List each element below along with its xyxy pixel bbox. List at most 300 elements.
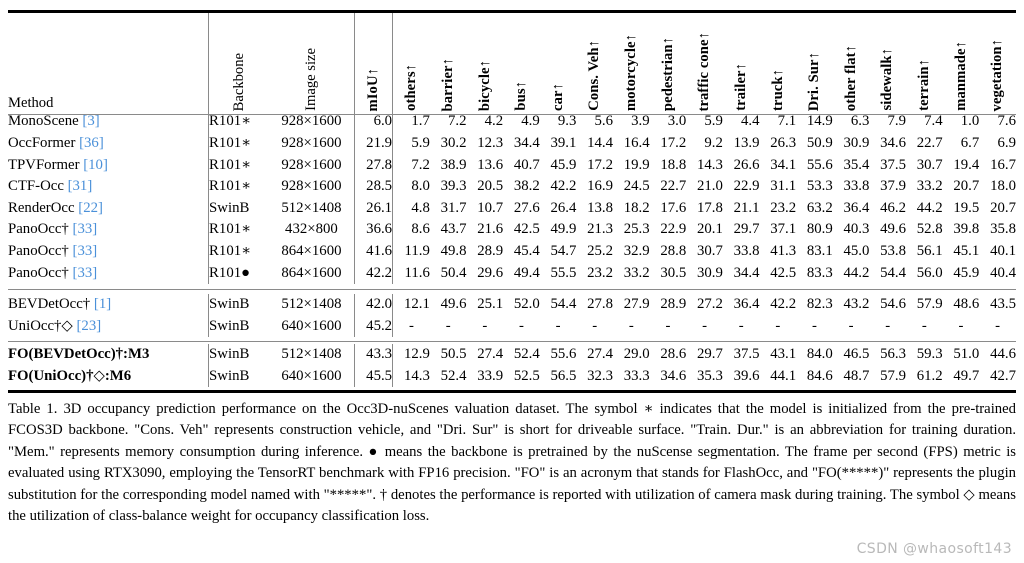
cell-class-4: 9.3 (557, 113, 577, 130)
method-name: FO(BEVDetOcc)†:M3 (8, 346, 150, 363)
cell-class-10: 43.1 (770, 346, 797, 363)
cell-class-14: 44.2 (916, 199, 943, 216)
cell-class-11: 80.9 (806, 221, 833, 238)
cell-class-2: 29.6 (477, 264, 504, 281)
cell-class-13: 37.9 (880, 178, 907, 195)
cell-class-16: 43.5 (990, 296, 1016, 313)
cell-class-14: 52.8 (916, 221, 943, 238)
cell-class-2: 13.6 (477, 156, 504, 173)
cell-class-8: 35.3 (697, 367, 723, 384)
cell-method (8, 197, 209, 219)
cell-class-13: 56.3 (880, 346, 907, 363)
cell-class-6: 3.9 (631, 113, 650, 130)
cell-class-15: 39.8 (953, 221, 980, 238)
table-row (8, 262, 1016, 284)
column-header-class-16 (979, 13, 1016, 111)
table-row (8, 315, 1016, 337)
column-header-class-6-label: motorcycle↑ (623, 33, 640, 111)
cell-class-9: 29.7 (733, 221, 760, 238)
table-row (8, 344, 1016, 366)
cell-image-size: 864×1600 (281, 264, 342, 281)
column-header-class-1 (430, 13, 467, 111)
cell-class-1: 38.9 (440, 156, 467, 173)
cell-class-5: 27.4 (587, 346, 614, 363)
cell-method (8, 344, 209, 366)
citation-link[interactable]: [10] (83, 156, 108, 173)
cell-backbone: R101∗ (209, 241, 269, 263)
cell-class-11: 84.6 (806, 367, 833, 384)
cell-class-13: 54.6 (880, 296, 907, 313)
cell-class-1: 50.5 (440, 346, 467, 363)
cell-class-1: - (445, 317, 451, 334)
cell-class-12: - (848, 317, 854, 334)
cell-class-9: 22.9 (733, 178, 760, 195)
cell-class-0: - (393, 315, 430, 337)
cell-class-6: 19.9 (623, 156, 650, 173)
column-header-class-12 (833, 13, 870, 111)
column-header-class-11 (796, 13, 833, 111)
method-name: BEVDetOcc† (8, 296, 91, 313)
cell-image-size: 512×1408 (281, 199, 342, 216)
cell-class-3: 34.4 (513, 134, 540, 151)
cell-class-1: 50.4 (440, 264, 467, 281)
cell-backbone: SwinB (209, 197, 269, 219)
cell-class-8: - (702, 317, 708, 334)
cell-class-1: 49.6 (440, 296, 467, 313)
cell-class-16: 40.1 (990, 242, 1016, 259)
cell-class-8: 29.7 (697, 346, 723, 363)
cell-class-3: 4.9 (521, 113, 540, 130)
cell-class-12: 40.3 (843, 221, 870, 238)
citation-link[interactable]: [3] (82, 113, 100, 130)
citation-link[interactable]: [36] (79, 134, 104, 151)
method-name: UniOcc†◇ (8, 317, 73, 334)
cell-class-7: 28.8 (660, 242, 687, 259)
cell-miou: 42.2 (355, 262, 393, 284)
cell-class-13: 54.4 (880, 264, 907, 281)
cell-miou: 27.8 (355, 154, 393, 176)
cell-class-4: 55.5 (550, 264, 577, 281)
cell-class-15: 19.5 (953, 199, 980, 216)
column-header-method: Method (8, 95, 54, 112)
table-row (8, 176, 1016, 198)
cell-class-6: 25.3 (623, 221, 650, 238)
cell-image-size: 512×1408 (281, 296, 342, 313)
cell-class-3: 52.5 (513, 367, 540, 384)
column-header-class-6 (613, 13, 650, 111)
cell-class-3: 52.0 (513, 296, 540, 313)
cell-class-5: 23.2 (587, 264, 614, 281)
cell-class-15: 51.0 (953, 346, 980, 363)
cell-class-15: 6.7 (960, 134, 980, 151)
cell-class-14: 57.9 (916, 296, 943, 313)
cell-class-6: 27.9 (623, 296, 650, 313)
citation-link[interactable]: [22] (78, 199, 103, 216)
cell-class-4: 55.6 (550, 346, 577, 363)
cell-class-11: 83.1 (806, 242, 833, 259)
cell-class-14: 7.4 (924, 113, 943, 130)
method-name: FO(UniOcc)†◇:M6 (8, 367, 132, 384)
cell-image-size: 512×1408 (281, 346, 342, 363)
cell-class-15: - (958, 317, 964, 334)
column-header-class-5 (576, 13, 613, 111)
cell-backbone: SwinB (209, 315, 269, 337)
cell-method (8, 154, 209, 176)
column-header-class-12-label: other flat↑ (842, 44, 859, 111)
cell-class-10: 34.1 (770, 156, 797, 173)
cell-method (8, 133, 209, 155)
cell-image-size: 640×1600 (281, 367, 342, 384)
table-row (8, 133, 1016, 155)
cell-class-14: - (921, 317, 927, 334)
cell-class-13: 7.9 (887, 113, 907, 130)
column-header-backbone-label: Backbone (230, 52, 247, 111)
cell-image-size: 864×1600 (281, 242, 342, 259)
cell-class-12: 43.2 (843, 296, 870, 313)
cell-class-13: - (885, 317, 891, 334)
cell-class-16: 44.6 (990, 346, 1016, 363)
cell-class-15: 19.4 (953, 156, 980, 173)
cell-class-12: 36.4 (843, 199, 870, 216)
cell-class-5: 21.3 (587, 221, 614, 238)
cell-class-10: 23.2 (770, 199, 797, 216)
column-header-class-13-label: sidewalk↑ (879, 48, 896, 111)
cell-class-2: 28.9 (477, 242, 504, 259)
cell-class-5: 14.4 (587, 134, 614, 151)
cell-backbone: R101∗ (209, 219, 269, 241)
table-row (8, 294, 1016, 316)
cell-class-2: 12.3 (477, 134, 504, 151)
cell-backbone: R101● (209, 262, 269, 284)
cell-class-10: 41.3 (770, 242, 797, 259)
cell-class-1: 43.7 (440, 221, 467, 238)
occupancy-results-table (8, 13, 1016, 387)
cell-image-size: 928×1600 (281, 113, 342, 130)
method-name: TPVFormer (8, 156, 80, 173)
cell-miou: 42.0 (355, 294, 393, 316)
cell-class-7: 3.0 (667, 113, 687, 130)
cell-backbone: R101∗ (209, 176, 269, 198)
cell-class-2: - (482, 317, 488, 334)
cell-class-12: 44.2 (843, 264, 870, 281)
cell-image-size: 432×800 (285, 221, 338, 238)
cell-class-11: 84.0 (806, 346, 833, 363)
cell-class-11: 55.6 (806, 156, 833, 173)
cell-class-15: 48.6 (953, 296, 980, 313)
cell-image-size: 928×1600 (281, 134, 342, 151)
cell-class-3: 40.7 (513, 156, 540, 173)
cell-class-8: 30.9 (697, 264, 723, 281)
cell-method (8, 241, 209, 263)
cell-class-8: 21.0 (697, 178, 723, 195)
cell-class-4: 56.5 (550, 367, 577, 384)
cell-class-3: 45.4 (513, 242, 540, 259)
cell-class-0: 12.1 (393, 294, 430, 316)
table-bottom-rule (8, 390, 1016, 393)
cell-class-16: 6.9 (997, 134, 1016, 151)
column-header-class-14 (906, 13, 943, 111)
cell-class-7: 17.6 (660, 199, 687, 216)
column-header-miou (355, 13, 393, 111)
cell-class-10: 7.1 (777, 113, 797, 130)
cell-class-3: - (519, 317, 524, 334)
cell-miou: 21.9 (355, 133, 393, 155)
cell-class-1: 31.7 (440, 199, 467, 216)
cell-class-4: 54.7 (550, 242, 577, 259)
cell-class-14: 56.0 (916, 264, 943, 281)
cell-class-3: 49.4 (513, 264, 540, 281)
cell-class-5: 16.9 (587, 178, 614, 195)
column-header-class-9 (723, 13, 760, 111)
cell-class-6: 33.3 (623, 367, 650, 384)
cell-class-0: 8.6 (393, 219, 430, 241)
method-name: PanoOcc† (8, 221, 69, 238)
cell-backbone: SwinB (209, 294, 269, 316)
cell-class-0: 5.9 (393, 133, 430, 155)
cell-backbone: R101∗ (209, 111, 269, 133)
cell-class-11: - (812, 317, 817, 334)
cell-class-9: 34.4 (733, 264, 760, 281)
cell-class-0: 4.8 (393, 197, 430, 219)
cell-class-7: 17.2 (660, 134, 687, 151)
cell-class-9: 33.8 (733, 242, 760, 259)
table-row (8, 241, 1016, 263)
table-caption: Table 1. 3D occupancy prediction performance on the Occ3D-nuScenes valuation dataset. The symbol ∗ indicates that the model is initialized from the pre-trained FCOS3D backbone. "Cons. Veh" represents construction vehicle, and "Dri. Sur" is short for driveable surface. "Train. Dur." is an abbreviation for training duration. "Mem." represents memory consumption during inference. ● means the backbone is pretrained by the nuScense segmentation. The frame per second (FPS) metric is evaluated using RTX3090, employing the TensorRT benchmark with FP16 precision. "FO" is an acronym that stands for FlashOcc, and "FO(*****)" represents the plugin substitution for the corresponding model named with "*****". † denotes the performance is reported with utilization of camera mask during training. The symbol ◇ means the utilization of class-balance weight for occupancy classification loss. (8, 401, 1016, 524)
cell-class-12: 6.3 (850, 113, 870, 130)
cell-class-0: 11.6 (393, 262, 430, 284)
cell-class-5: - (592, 317, 598, 334)
cell-class-4: 45.9 (550, 156, 577, 173)
cell-class-0: 11.9 (393, 241, 430, 263)
cell-class-6: - (628, 317, 634, 334)
column-header-class-10-label: truck↑ (769, 69, 786, 111)
cell-class-11: 53.3 (806, 178, 833, 195)
method-name: MonoScene (8, 113, 79, 130)
cell-class-15: 49.7 (953, 367, 980, 384)
cell-class-8: 30.7 (697, 242, 723, 259)
cell-class-14: 61.2 (916, 367, 943, 384)
cell-class-3: 52.4 (513, 346, 540, 363)
cell-class-10: 42.5 (770, 264, 797, 281)
cell-miou: 36.6 (355, 219, 393, 241)
cell-class-11: 50.9 (806, 134, 833, 151)
cell-class-7: 28.9 (660, 296, 687, 313)
citation-link[interactable]: [31] (67, 178, 93, 195)
cell-class-9: 36.4 (733, 296, 760, 313)
cell-class-4: 42.2 (550, 178, 577, 195)
cell-miou: 45.2 (355, 315, 393, 337)
cell-class-7: 34.6 (660, 367, 687, 384)
cell-backbone: R101∗ (209, 133, 269, 155)
method-name: PanoOcc† (8, 264, 69, 281)
csdn-watermark: CSDN @whaosoft143 (856, 541, 1012, 557)
cell-class-5: 32.3 (587, 367, 614, 384)
cell-class-4: 54.4 (550, 296, 577, 313)
cell-class-0: 1.7 (393, 111, 430, 133)
cell-class-16: - (995, 317, 1001, 334)
cell-class-7: 28.6 (660, 346, 687, 363)
cell-class-7: - (665, 317, 671, 334)
cell-class-2: 21.6 (477, 221, 504, 238)
cell-class-6: 24.5 (623, 178, 650, 195)
citation-link[interactable]: [23] (76, 317, 102, 334)
cell-class-11: 14.9 (806, 113, 833, 130)
table-row (8, 366, 1016, 388)
cell-class-4: 26.4 (550, 199, 577, 216)
cell-class-2: 20.5 (477, 178, 504, 195)
cell-class-6: 32.9 (623, 242, 650, 259)
table-header (8, 13, 1016, 111)
column-header-backbone (209, 13, 269, 111)
column-header-class-15-label: manmade↑ (952, 41, 969, 111)
cell-class-4: 39.1 (550, 134, 577, 151)
cell-class-0: 14.3 (393, 366, 430, 388)
cell-miou: 6.0 (355, 111, 393, 133)
cell-class-15: 1.0 (960, 113, 980, 130)
cell-class-9: 26.6 (733, 156, 760, 173)
cell-class-8: 14.3 (697, 156, 723, 173)
column-header-class-2-label: bicycle↑ (476, 59, 493, 111)
column-header-class-11-label: Dri. Sur↑ (806, 51, 823, 111)
cell-class-11: 63.2 (806, 199, 833, 216)
cell-backbone: SwinB (209, 366, 269, 388)
cell-class-8: 27.2 (697, 296, 723, 313)
cell-class-15: 20.7 (953, 178, 980, 195)
cell-image-size: 928×1600 (281, 178, 342, 195)
column-header-class-1-label: barrier↑ (439, 57, 456, 111)
cell-class-13: 57.9 (880, 367, 907, 384)
table-row (8, 154, 1016, 176)
column-header-class-10 (760, 13, 797, 111)
cell-class-7: 22.9 (660, 221, 687, 238)
cell-method (8, 366, 209, 388)
cell-class-10: 31.1 (770, 178, 797, 195)
column-header-class-3 (503, 13, 540, 111)
table-row (8, 219, 1016, 241)
citation-link[interactable]: [1] (93, 296, 112, 313)
cell-class-2: 4.2 (484, 113, 504, 130)
column-header-class-15 (943, 13, 980, 111)
column-header-class-0 (393, 13, 430, 111)
cell-backbone: R101∗ (209, 154, 269, 176)
citation-link[interactable]: [33] (72, 264, 98, 281)
cell-class-14: 30.7 (916, 156, 943, 173)
cell-class-5: 17.2 (587, 156, 614, 173)
cell-class-10: 37.1 (770, 221, 797, 238)
column-header-miou-label: mIoU↑ (365, 67, 382, 111)
cell-class-6: 33.2 (623, 264, 650, 281)
cell-class-5: 5.6 (594, 113, 614, 130)
cell-class-1: 7.2 (448, 113, 467, 130)
cell-class-15: 45.9 (953, 264, 980, 281)
cell-backbone: SwinB (209, 344, 269, 366)
column-header-image-size (269, 13, 355, 111)
method-name: PanoOcc† (8, 242, 69, 259)
cell-class-12: 46.5 (843, 346, 870, 363)
cell-class-9: 21.1 (733, 199, 760, 216)
cell-class-12: 48.7 (843, 367, 870, 384)
cell-class-6: 16.4 (623, 134, 650, 151)
cell-class-8: 5.9 (704, 113, 723, 130)
cell-class-7: 18.8 (660, 156, 687, 173)
cell-class-1: 30.2 (440, 134, 467, 151)
cell-class-2: 10.7 (477, 199, 504, 216)
table-header-row (8, 13, 1016, 111)
cell-class-13: 37.5 (880, 156, 907, 173)
column-header-class-7-label: pedestrian↑ (659, 36, 676, 111)
cell-class-10: 44.1 (770, 367, 797, 384)
column-header-class-7 (650, 13, 687, 111)
cell-class-8: 17.8 (697, 199, 723, 216)
cell-class-13: 46.2 (880, 199, 907, 216)
column-header-class-9-label: trailer↑ (732, 63, 749, 111)
citation-link[interactable]: [33] (72, 242, 98, 259)
column-header-class-8-label: traffic cone↑ (696, 31, 713, 111)
cell-class-15: 45.1 (953, 242, 980, 259)
cell-class-16: 16.7 (990, 156, 1016, 173)
cell-class-13: 53.8 (880, 242, 907, 259)
method-name: RenderOcc (8, 199, 75, 216)
cell-class-2: 33.9 (477, 367, 504, 384)
cell-class-6: 18.2 (623, 199, 650, 216)
column-header-class-14-label: terrain↑ (916, 59, 933, 111)
cell-class-0: 8.0 (393, 176, 430, 198)
cell-class-0: 12.9 (393, 344, 430, 366)
table-body (8, 111, 1016, 387)
cell-method (8, 315, 209, 337)
citation-link[interactable]: [33] (72, 221, 98, 238)
cell-class-9: 4.4 (741, 113, 760, 130)
column-header-class-5-label: Cons. Veh↑ (586, 40, 603, 111)
cell-class-9: 39.6 (733, 367, 760, 384)
cell-class-12: 33.8 (843, 178, 870, 195)
cell-class-16: 18.0 (990, 178, 1016, 195)
cell-class-8: 20.1 (697, 221, 723, 238)
column-header-image-size-label: Image size (303, 48, 320, 111)
cell-image-size: 640×1600 (281, 317, 342, 334)
cell-class-12: 45.0 (843, 242, 870, 259)
cell-class-11: 83.3 (806, 264, 833, 281)
column-header-class-8 (686, 13, 723, 111)
cell-class-4: - (555, 317, 561, 334)
table-row (8, 111, 1016, 133)
column-header-class-13 (869, 13, 906, 111)
cell-class-16: 40.4 (990, 264, 1016, 281)
cell-class-9: 37.5 (733, 346, 760, 363)
cell-class-16: 20.7 (990, 199, 1016, 216)
cell-class-8: 9.2 (704, 134, 723, 151)
column-header-class-16-label: vegetation↑ (989, 38, 1006, 111)
cell-class-5: 27.8 (587, 296, 614, 313)
cell-class-11: 82.3 (806, 296, 833, 313)
table-row (8, 197, 1016, 219)
cell-class-10: 26.3 (770, 134, 797, 151)
cell-class-14: 59.3 (916, 346, 943, 363)
cell-miou: 41.6 (355, 241, 393, 263)
column-header-class-4 (540, 13, 577, 111)
cell-miou: 26.1 (355, 197, 393, 219)
cell-class-14: 33.2 (916, 178, 943, 195)
cell-class-5: 13.8 (587, 199, 614, 216)
cell-class-2: 27.4 (477, 346, 504, 363)
cell-image-size: 928×1600 (281, 156, 342, 173)
cell-class-12: 30.9 (843, 134, 870, 151)
table-group-separator (8, 284, 1016, 294)
column-header-class-4-label: car↑ (549, 83, 566, 111)
cell-class-14: 56.1 (916, 242, 943, 259)
cell-class-7: 30.5 (660, 264, 687, 281)
cell-class-12: 35.4 (843, 156, 870, 173)
